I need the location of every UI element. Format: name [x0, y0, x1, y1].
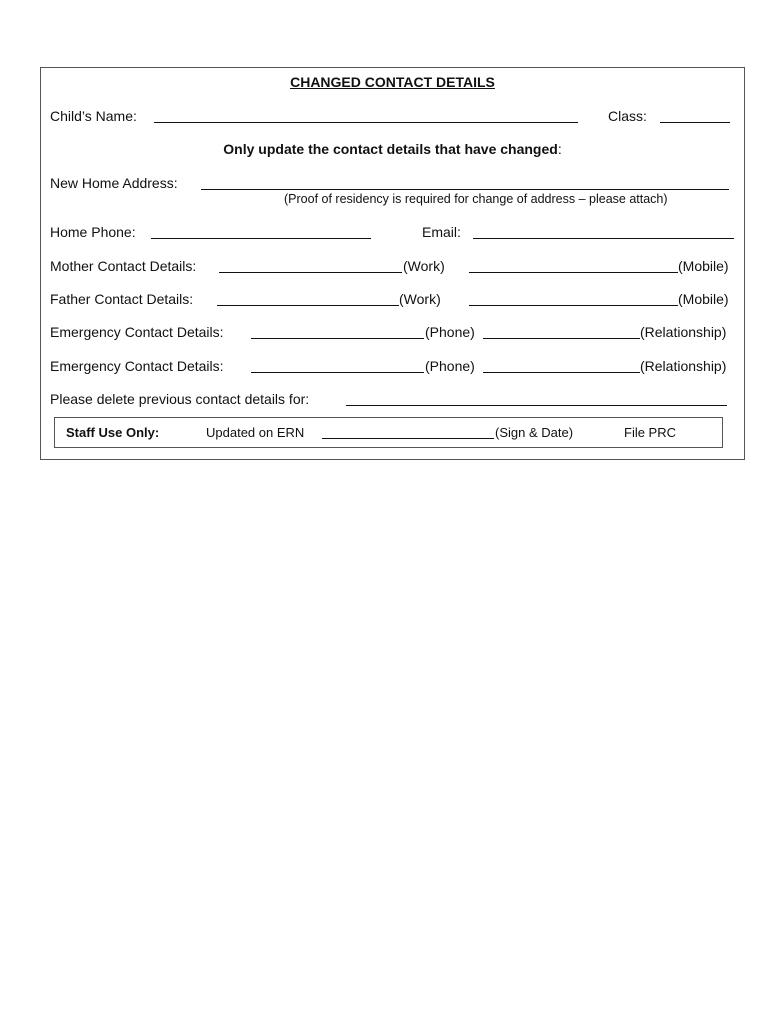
emergency-phone-suffix-2: (Phone) — [425, 358, 475, 374]
emergency-relationship-field-2[interactable] — [483, 372, 640, 373]
class-label: Class: — [608, 108, 647, 124]
instruction-text: Only update the contact details that have changed: — [223, 141, 562, 157]
home-phone-label: Home Phone: — [50, 224, 136, 240]
email-field[interactable] — [473, 238, 734, 239]
emergency-phone-suffix-1: (Phone) — [425, 324, 475, 340]
father-mobile-suffix: (Mobile) — [678, 291, 729, 307]
emergency-relationship-suffix-2: (Relationship) — [640, 358, 727, 374]
father-work-suffix: (Work) — [399, 291, 441, 307]
home-phone-field[interactable] — [151, 238, 371, 239]
sign-date-field[interactable] — [322, 438, 494, 439]
father-work-field[interactable] — [217, 305, 399, 306]
email-label: Email: — [422, 224, 461, 240]
emergency-relationship-suffix-1: (Relationship) — [640, 324, 727, 340]
emergency-contact-label-1: Emergency Contact Details: — [50, 324, 224, 340]
sign-date-suffix: (Sign & Date) — [495, 425, 574, 440]
emergency-contact-label-2: Emergency Contact Details: — [50, 358, 224, 374]
new-address-label: New Home Address: — [50, 175, 178, 191]
delete-previous-field[interactable] — [346, 405, 727, 406]
emergency-relationship-field-1[interactable] — [483, 338, 640, 339]
file-prc-label: File PRC — [624, 425, 677, 440]
address-proof-note: (Proof of residency is required for change of address – please attach) — [284, 192, 668, 206]
mother-contact-label: Mother Contact Details: — [50, 258, 197, 274]
new-address-field[interactable] — [201, 189, 729, 190]
delete-previous-label: Please delete previous contact details for: — [50, 391, 310, 407]
mother-mobile-field[interactable] — [469, 272, 678, 273]
mother-work-suffix: (Work) — [403, 258, 445, 274]
father-mobile-field[interactable] — [469, 305, 678, 306]
updated-on-ern-label: Updated on ERN — [206, 425, 305, 440]
staff-use-box — [54, 417, 723, 448]
father-contact-label: Father Contact Details: — [50, 291, 194, 307]
changed-contact-details-form — [40, 67, 745, 460]
form-title: CHANGED CONTACT DETAILS — [290, 74, 495, 90]
childs-name-label: Child’s Name: — [50, 108, 137, 124]
childs-name-field[interactable] — [154, 122, 578, 123]
staff-use-label: Staff Use Only: — [66, 425, 160, 440]
emergency-phone-field-1[interactable] — [251, 338, 424, 339]
class-field[interactable] — [660, 122, 730, 123]
emergency-phone-field-2[interactable] — [251, 372, 424, 373]
mother-work-field[interactable] — [219, 272, 402, 273]
mother-mobile-suffix: (Mobile) — [678, 258, 729, 274]
